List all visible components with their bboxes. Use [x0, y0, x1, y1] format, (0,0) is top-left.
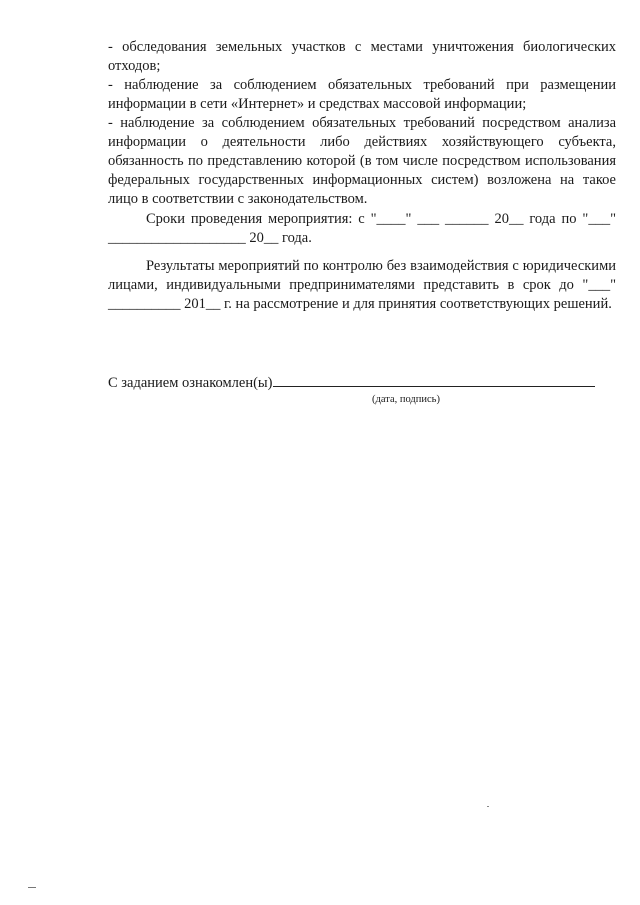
- signature-field[interactable]: [273, 372, 595, 387]
- list-item: - наблюдение за соблюдением обязательных требований посредством анализа информации о деятельности либо действиях хозяйствующего субъекта, обязанность по представлению которой (в том числе посредством использования федеральных государственных информационных систем) возложена на такое лицо в соответствии с законодательством.: [108, 115, 616, 207]
- results-text: Результаты мероприятий по контролю без взаимодействия с юридическими лицами, индивидуальными предпринимателями представить в срок до "___" __________ 201__ г. на рассмотрение и для принятия соответствующих решений.: [108, 258, 616, 312]
- list-item: - наблюдение за соблюдением обязательных требований при размещении информации в сети «Интернет» и средствах массовой информации;: [108, 77, 616, 112]
- acknowledgement-line: [108, 372, 598, 393]
- measures-list: [108, 38, 616, 209]
- results-paragraph: [108, 257, 616, 314]
- deadline-paragraph: [108, 210, 616, 248]
- acknowledgement-label: С заданием ознакомлен(ы): [108, 375, 273, 391]
- list-item: - обследования земельных участков с местами уничтожения биологических отходов;: [108, 39, 616, 74]
- scan-speck: [487, 806, 489, 807]
- scan-speck: [28, 887, 36, 888]
- signature-caption: (дата, подпись): [372, 394, 440, 405]
- deadline-text: Сроки проведения мероприятия: с "____" ___ ______ 20__ года по "___" ___________________ 20__ года.: [108, 211, 616, 246]
